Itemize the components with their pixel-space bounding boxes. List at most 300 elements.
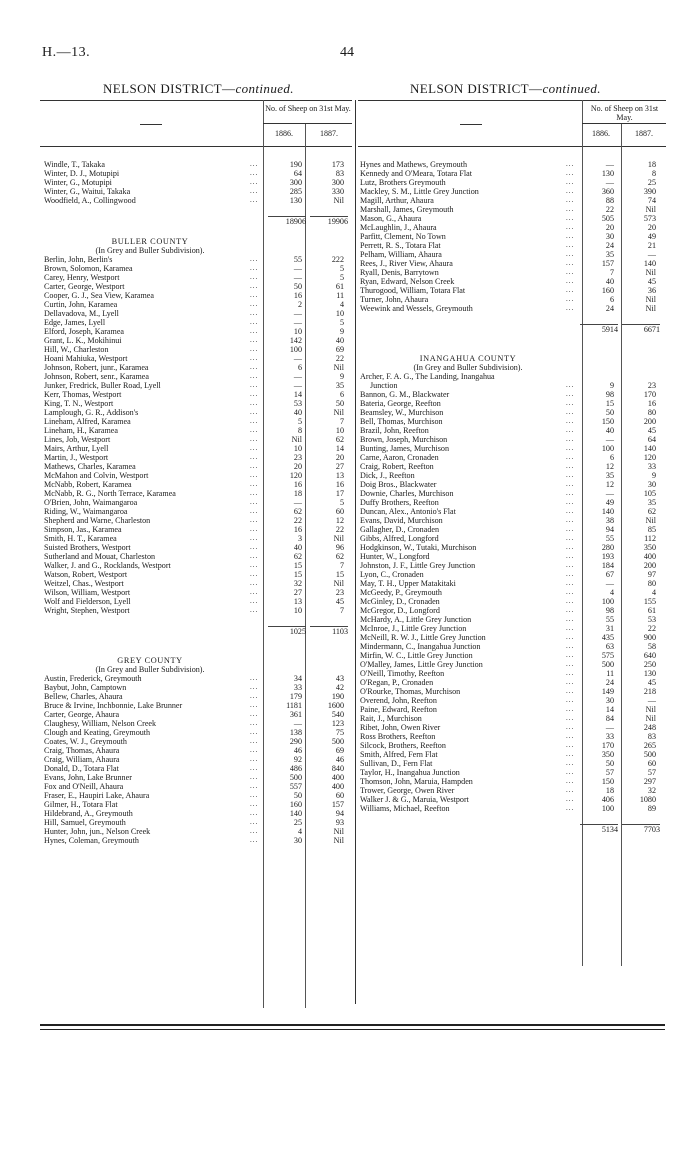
sheep-1886-value: 15 xyxy=(293,570,302,579)
sheep-1887-value: Nil xyxy=(333,827,344,836)
sheep-1887-value: 400 xyxy=(331,773,344,782)
table-row xyxy=(360,759,665,768)
sheep-1887-value: 45 xyxy=(335,597,344,606)
leader-dots: ... xyxy=(566,768,575,776)
leader-dots: ... xyxy=(566,277,575,285)
table-row xyxy=(44,417,350,426)
owner-name: Berlin, John, Berlin's xyxy=(44,255,113,264)
owner-name: McGinley, D., Cronaden xyxy=(360,597,440,606)
owner-name: Fraser, E., Haupiri Lake, Ahaura xyxy=(44,791,150,800)
owner-name: Doig Bros., Blackwater xyxy=(360,480,437,489)
sheep-1887-value: 248 xyxy=(643,723,656,732)
leader-dots: ... xyxy=(250,737,259,745)
sheep-1887-value: 60 xyxy=(335,507,344,516)
leader-dots: ... xyxy=(566,498,575,506)
sheep-1887-value: 350 xyxy=(643,543,656,552)
leader-dots: ... xyxy=(566,570,575,578)
owner-name: Simpson, Jas., Karamea xyxy=(44,525,122,534)
owner-name: Woodfield, A., Collingwood xyxy=(44,196,136,205)
sheep-1886-value: 575 xyxy=(601,651,614,660)
table-row xyxy=(360,178,665,187)
leader-dots: ... xyxy=(566,178,575,186)
sheep-1887-value: 157 xyxy=(331,800,344,809)
sheep-1887-value: 297 xyxy=(643,777,656,786)
leader-dots: ... xyxy=(250,764,259,772)
leader-dots: ... xyxy=(250,597,259,605)
leader-dots: ... xyxy=(250,178,259,186)
leader-dots: ... xyxy=(566,453,575,461)
county-subheading: (In Grey and Buller Subdivision). xyxy=(95,665,205,674)
table-row xyxy=(360,462,665,471)
sheep-1886-value: 1025 xyxy=(268,626,306,636)
owner-name: Turner, John, Ahaura xyxy=(360,295,429,304)
sheep-1887-value: 16 xyxy=(647,399,656,408)
blank-row xyxy=(44,638,350,647)
owner-name: Downie, Charles, Murchison xyxy=(360,489,454,498)
leader-dots: ... xyxy=(250,755,259,763)
left-header-sheep-label: No. of Sheep on 31st May. xyxy=(265,104,351,113)
owner-name: Ryan, Edward, Nelson Creek xyxy=(360,277,455,286)
sheep-1887-value: 15 xyxy=(335,570,344,579)
sheep-1886-value: 20 xyxy=(605,223,614,232)
sheep-1886-value: 27 xyxy=(293,588,302,597)
sheep-1886-value: — xyxy=(293,264,302,273)
page-number: 44 xyxy=(340,45,354,60)
sheep-1886-value: 67 xyxy=(605,570,614,579)
sheep-1887-value: 62 xyxy=(335,435,344,444)
sheep-1886-value: 5134 xyxy=(580,824,618,834)
sheep-1886-value: 40 xyxy=(293,543,302,552)
leader-dots: ... xyxy=(250,273,259,281)
sheep-1887-value: 6 xyxy=(339,390,344,399)
table-row xyxy=(44,435,350,444)
sheep-1887-value: 50 xyxy=(335,399,344,408)
sheep-1887-value: 69 xyxy=(335,345,344,354)
sheep-1886-value: 16 xyxy=(293,480,302,489)
sheep-1886-value: 46 xyxy=(293,746,302,755)
sheep-1887-value: Nil xyxy=(645,295,656,304)
leader-dots: ... xyxy=(566,534,575,542)
sheep-1887-value: 330 xyxy=(331,187,344,196)
leader-dots: ... xyxy=(250,588,259,596)
table-row xyxy=(360,498,665,507)
table-row xyxy=(360,223,665,232)
owner-name: Sullivan, D., Fern Flat xyxy=(360,759,433,768)
sheep-1886-value: 160 xyxy=(601,286,614,295)
table-row xyxy=(360,552,665,561)
table-row xyxy=(44,836,350,845)
table-row xyxy=(44,791,350,800)
leader-dots: ... xyxy=(250,381,259,389)
sheep-1886-value: 57 xyxy=(605,768,614,777)
leader-dots: ... xyxy=(250,462,259,470)
leader-dots: ... xyxy=(566,633,575,641)
table-row xyxy=(44,719,350,728)
table-row xyxy=(44,196,350,205)
sheep-1887-value: 42 xyxy=(335,683,344,692)
owner-name: Paine, Edward, Reefton xyxy=(360,705,437,714)
sheep-1886-value: 23 xyxy=(293,453,302,462)
table-row xyxy=(44,561,350,570)
sheep-1887-value: 14 xyxy=(335,444,344,453)
leader-dots: ... xyxy=(250,264,259,272)
leader-dots: ... xyxy=(250,710,259,718)
right-header-vline-b xyxy=(621,123,622,146)
sheep-1886-value: 98 xyxy=(605,390,614,399)
sheep-1887-value: 23 xyxy=(647,381,656,390)
owner-name: McGeedy, P., Greymouth xyxy=(360,588,442,597)
owner-name: Craig, Thomas, Ahaura xyxy=(44,746,120,755)
table-row xyxy=(44,597,350,606)
owner-name: Evans, John, Lake Brunner xyxy=(44,773,132,782)
sheep-1887-value: 61 xyxy=(335,282,344,291)
sheep-1886-value: 500 xyxy=(601,660,614,669)
sheep-1886-value: 18 xyxy=(293,489,302,498)
right-year-1886: 1886. xyxy=(592,129,610,138)
sheep-1886-value: 140 xyxy=(601,507,614,516)
sheep-1886-value: 150 xyxy=(601,777,614,786)
sheep-1887-value: 49 xyxy=(647,232,656,241)
sheep-1887-value: 83 xyxy=(647,732,656,741)
owner-name: Austin, Frederick, Greymouth xyxy=(44,674,142,683)
sheep-1886-value: 280 xyxy=(601,543,614,552)
sheep-1887-value: 45 xyxy=(647,277,656,286)
owner-name: Hynes, Coleman, Greymouth xyxy=(44,836,139,845)
left-header-vline-b xyxy=(305,123,306,146)
sheep-1887-value: 840 xyxy=(331,764,344,773)
owner-name: Watson, Robert, Westport xyxy=(44,570,128,579)
sheep-1887-value: 500 xyxy=(643,750,656,759)
table-row xyxy=(44,426,350,435)
owner-name: Martin, J., Westport xyxy=(44,453,109,462)
leader-dots: ... xyxy=(566,187,575,195)
sheep-1887-value: 17 xyxy=(335,489,344,498)
owner-name: Brown, Solomon, Karamea xyxy=(44,264,133,273)
owner-name: Riding, W., Waimangaroa xyxy=(44,507,128,516)
leader-dots: ... xyxy=(250,525,259,533)
sheep-1886-value: 35 xyxy=(605,471,614,480)
leader-dots: ... xyxy=(250,160,259,168)
leader-dots: ... xyxy=(250,453,259,461)
owner-name: Magill, Arthur, Ahaura xyxy=(360,196,434,205)
table-row xyxy=(360,507,665,516)
sheep-1887-value: 96 xyxy=(335,543,344,552)
owner-name: Hunter, John, jun., Nelson Creek xyxy=(44,827,151,836)
table-row xyxy=(360,268,665,277)
table-row xyxy=(44,178,350,187)
leader-dots: ... xyxy=(250,363,259,371)
table-row xyxy=(360,435,665,444)
sheep-1887-value: 140 xyxy=(643,444,656,453)
sheep-1886-value: 38 xyxy=(605,516,614,525)
table-row xyxy=(44,471,350,480)
leader-dots: ... xyxy=(250,800,259,808)
sheep-1886-value: 130 xyxy=(601,169,614,178)
sheep-1886-value: 11 xyxy=(606,669,614,678)
sheep-1887-value: Nil xyxy=(333,534,344,543)
sheep-1886-value: 18 xyxy=(605,786,614,795)
sheep-1886-value: — xyxy=(293,372,302,381)
table-row xyxy=(360,741,665,750)
leader-dots: ... xyxy=(250,836,259,844)
table-row xyxy=(44,818,350,827)
table-row xyxy=(360,642,665,651)
sheep-1887-value: 7 xyxy=(339,561,344,570)
right-header-bottom-rule xyxy=(358,146,666,147)
sheep-1887-value: Nil xyxy=(333,408,344,417)
sheep-1887-value: 60 xyxy=(335,791,344,800)
leader-dots: ... xyxy=(250,480,259,488)
owner-name: Ryall, Denis, Barrytown xyxy=(360,268,439,277)
left-year-1887: 1887. xyxy=(320,129,338,138)
leader-dots: ... xyxy=(250,282,259,290)
table-row xyxy=(44,354,350,363)
owner-name: Bateria, George, Reefton xyxy=(360,399,441,408)
sheep-1886-value: 500 xyxy=(289,773,302,782)
owner-name: Carter, George, Westport xyxy=(44,282,125,291)
sheep-1887-value: 58 xyxy=(647,642,656,651)
sheep-1886-value: — xyxy=(605,723,614,732)
owner-name: Winter, G., Motupipi xyxy=(44,178,112,187)
sheep-1886-value: 24 xyxy=(605,678,614,687)
leader-dots: ... xyxy=(566,705,575,713)
owner-name: Taylor, H., Inangahua Junction xyxy=(360,768,460,777)
sheep-1886-value: 63 xyxy=(605,642,614,651)
leader-dots: ... xyxy=(566,205,575,213)
sheep-1887-value: 9 xyxy=(339,327,344,336)
table-row xyxy=(360,669,665,678)
sheep-1886-value: — xyxy=(293,354,302,363)
leader-dots: ... xyxy=(250,728,259,736)
sheep-1887-value: 83 xyxy=(335,169,344,178)
table-row xyxy=(44,606,350,615)
total-row xyxy=(44,214,350,228)
leader-dots: ... xyxy=(566,516,575,524)
owner-name: McNabb, Robert, Karamea xyxy=(44,480,132,489)
sheep-1886-value: 184 xyxy=(601,561,614,570)
table-row xyxy=(44,489,350,498)
leader-dots: ... xyxy=(566,232,575,240)
blank-row xyxy=(44,615,350,624)
table-row xyxy=(44,255,350,264)
sheep-1886-value: 32 xyxy=(293,579,302,588)
leader-dots: ... xyxy=(566,399,575,407)
sheep-1886-value: 16 xyxy=(293,291,302,300)
table-row xyxy=(44,480,350,489)
sheep-1886-value: 55 xyxy=(605,615,614,624)
owner-name: Wolf and Fielderson, Lyell xyxy=(44,597,131,606)
owner-name: McHardy, A., Little Grey Junction xyxy=(360,615,472,624)
sheep-1887-value: 57 xyxy=(647,768,656,777)
table-row xyxy=(44,755,350,764)
owner-name: Craig, William, Ahaura xyxy=(44,755,120,764)
leader-dots: ... xyxy=(250,417,259,425)
owner-name: Lyon, C., Cronaden xyxy=(360,570,424,579)
table-row xyxy=(360,286,665,295)
table-row xyxy=(360,214,665,223)
leader-dots: ... xyxy=(566,295,575,303)
sheep-1887-value: 80 xyxy=(647,408,656,417)
right-name-dash xyxy=(460,124,482,125)
owner-name: Parfitt, Clement, No Town xyxy=(360,232,446,241)
leader-dots: ... xyxy=(250,318,259,326)
left-year-1886: 1886. xyxy=(275,129,293,138)
owner-name: Trower, George, Owen River xyxy=(360,786,455,795)
table-row xyxy=(44,746,350,755)
sheep-1887-value: 500 xyxy=(331,737,344,746)
owner-name: Williams, Michael, Reefton xyxy=(360,804,450,813)
leader-dots: ... xyxy=(250,818,259,826)
owner-name: Hoani Mahiuka, Westport xyxy=(44,354,128,363)
owner-name: Suisted Brothers, Westport xyxy=(44,543,131,552)
owner-name: O'Brien, John, Waimangaroa xyxy=(44,498,138,507)
leader-dots: ... xyxy=(566,543,575,551)
sheep-1887-value: Nil xyxy=(333,836,344,845)
sheep-1887-value: 45 xyxy=(647,678,656,687)
sheep-1886-value: 53 xyxy=(293,399,302,408)
sheep-1887-value: 10 xyxy=(335,309,344,318)
sheep-1886-value: 4 xyxy=(609,588,614,597)
owner-name: Smith, Alfred, Fern Flat xyxy=(360,750,438,759)
sheep-1886-value: 13 xyxy=(293,597,302,606)
sheep-1886-value: 33 xyxy=(293,683,302,692)
sheep-1886-value: — xyxy=(605,435,614,444)
owner-name: Gallagher, D., Cronaden xyxy=(360,525,440,534)
sheep-1886-value: 557 xyxy=(289,782,302,791)
table-row xyxy=(360,561,665,570)
table-row xyxy=(44,399,350,408)
sheep-1886-value: — xyxy=(605,160,614,169)
sheep-1887-value: 75 xyxy=(335,728,344,737)
blank-row xyxy=(360,345,665,354)
sheep-1887-value: 300 xyxy=(331,178,344,187)
sheep-1886-value: 49 xyxy=(605,498,614,507)
sheep-1887-value: 7703 xyxy=(622,824,660,834)
table-row xyxy=(360,579,665,588)
sheep-1886-value: 193 xyxy=(601,552,614,561)
sheep-1886-value: 190 xyxy=(289,160,302,169)
owner-name: Craig, Robert, Reefton xyxy=(360,462,434,471)
leader-dots: ... xyxy=(250,444,259,452)
sheep-1886-value: 98 xyxy=(605,606,614,615)
sheep-1886-value: — xyxy=(605,489,614,498)
sheep-1886-value: 100 xyxy=(289,345,302,354)
sheep-1887-value: 69 xyxy=(335,746,344,755)
table-row xyxy=(44,345,350,354)
leader-dots: ... xyxy=(250,426,259,434)
table-row xyxy=(44,737,350,746)
leader-dots: ... xyxy=(250,408,259,416)
owner-name: McGregor, D., Longford xyxy=(360,606,440,615)
leader-dots: ... xyxy=(566,241,575,249)
leader-dots: ... xyxy=(250,606,259,614)
total-row xyxy=(44,624,350,638)
leader-dots: ... xyxy=(250,300,259,308)
leader-dots: ... xyxy=(566,417,575,425)
sheep-1887-value: 16 xyxy=(335,480,344,489)
sheep-1886-value: 5914 xyxy=(580,324,618,334)
sheep-1887-value: 900 xyxy=(643,633,656,642)
sheep-1886-value: 50 xyxy=(605,759,614,768)
sheep-1886-value: — xyxy=(293,318,302,327)
sheep-1887-value: 120 xyxy=(643,453,656,462)
table-row xyxy=(360,196,665,205)
table-row xyxy=(360,714,665,723)
table-row xyxy=(360,624,665,633)
leader-dots: ... xyxy=(566,480,575,488)
bottom-rule-thick xyxy=(40,1024,665,1026)
leader-dots: ... xyxy=(566,615,575,623)
table-row xyxy=(360,408,665,417)
sheep-1886-value: 55 xyxy=(293,255,302,264)
sheep-1886-value: 120 xyxy=(289,471,302,480)
owner-name: Shepherd and Warne, Charleston xyxy=(44,516,151,525)
leader-dots: ... xyxy=(250,674,259,682)
sheep-1886-value: 50 xyxy=(293,791,302,800)
leader-dots: ... xyxy=(566,507,575,515)
sheep-1887-value: 97 xyxy=(647,570,656,579)
sheep-1887-value: 130 xyxy=(643,669,656,678)
sheep-1886-value: 486 xyxy=(289,764,302,773)
sheep-1887-value: 265 xyxy=(643,741,656,750)
leader-dots: ... xyxy=(250,399,259,407)
sheep-1887-value: 46 xyxy=(335,755,344,764)
leader-dots: ... xyxy=(250,791,259,799)
sheep-1886-value: 24 xyxy=(605,304,614,313)
sheep-1887-value: 21 xyxy=(647,241,656,250)
leader-dots: ... xyxy=(250,543,259,551)
sheep-1887-value: 218 xyxy=(643,687,656,696)
top-rule-right xyxy=(358,100,666,101)
right-column-title xyxy=(410,81,601,97)
leader-dots: ... xyxy=(250,169,259,177)
sheep-1886-value: 14 xyxy=(293,390,302,399)
leader-dots: ... xyxy=(566,552,575,560)
right-year-1887: 1887. xyxy=(635,129,653,138)
sheep-1887-value: 573 xyxy=(643,214,656,223)
sheep-1887-value: 80 xyxy=(647,579,656,588)
leader-dots: ... xyxy=(566,687,575,695)
leader-dots: ... xyxy=(250,773,259,781)
leader-dots: ... xyxy=(566,286,575,294)
sheep-1886-value: 14 xyxy=(605,705,614,714)
sheep-1886-value: 50 xyxy=(605,408,614,417)
table-row xyxy=(360,660,665,669)
sheep-1886-value: 2 xyxy=(297,300,302,309)
owner-name: Wilson, William, Westport xyxy=(44,588,131,597)
table-row xyxy=(44,827,350,836)
sheep-1887-value: 32 xyxy=(647,786,656,795)
table-row xyxy=(360,169,665,178)
table-row xyxy=(360,597,665,606)
table-row xyxy=(44,710,350,719)
table-row xyxy=(44,543,350,552)
leader-dots: ... xyxy=(250,327,259,335)
table-row xyxy=(44,800,350,809)
sheep-1887-value: 7 xyxy=(339,417,344,426)
sheep-1887-value: 60 xyxy=(647,759,656,768)
sheep-1887-value: Nil xyxy=(645,304,656,313)
sheep-1886-value: 1181 xyxy=(286,701,302,710)
owner-name: Thomson, John, Maruia, Hampden xyxy=(360,777,473,786)
sheep-1886-value: 300 xyxy=(289,178,302,187)
table-row xyxy=(360,678,665,687)
sheep-1887-value: 105 xyxy=(643,489,656,498)
leader-dots: ... xyxy=(566,741,575,749)
owner-name: Dick, J., Reefton xyxy=(360,471,415,480)
leader-dots: ... xyxy=(566,804,575,812)
sheep-1886-value: 30 xyxy=(605,232,614,241)
